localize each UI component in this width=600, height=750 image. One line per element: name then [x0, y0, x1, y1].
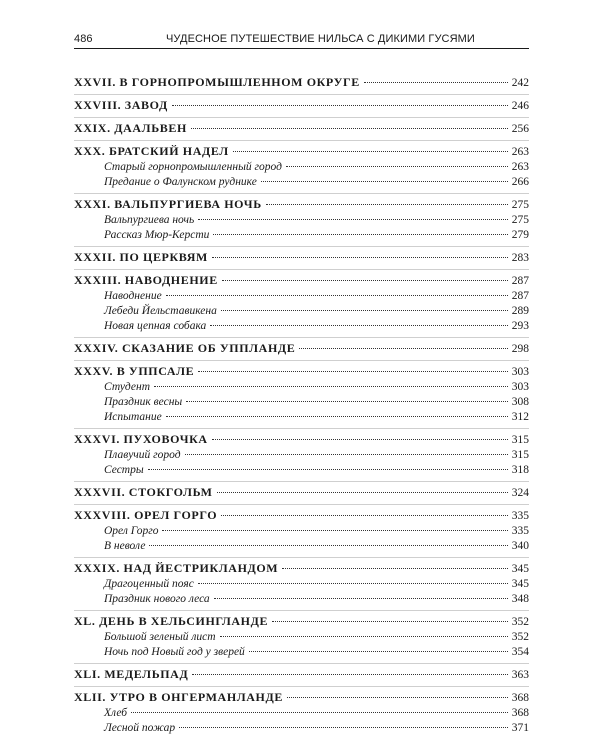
chapter-row[interactable] [74, 613, 529, 630]
chapter-row[interactable] [74, 249, 529, 266]
chapter-title: XXXI. ВАЛЬПУРГИЕВА НОЧЬ [74, 197, 262, 211]
section-page-number: 352 [511, 631, 529, 643]
toc-chapter [74, 558, 529, 611]
dot-leader [192, 674, 507, 675]
chapter-page-number: 368 [511, 692, 529, 704]
toc-chapter [74, 361, 529, 429]
chapter-title: XXXIX. НАД ЙЕСТРИКЛАНДОМ [74, 561, 279, 575]
page-number: 486 [74, 33, 93, 45]
dot-leader [213, 234, 507, 235]
chapter-title: XXX. БРАТСКИЙ НАДЕЛ [74, 144, 229, 158]
section-row[interactable] [74, 448, 529, 463]
section-title: Рассказ Мюр-Керсти [104, 229, 210, 241]
section-page-number: 312 [511, 411, 529, 423]
toc-chapter [74, 338, 529, 361]
section-title: Сестры [104, 464, 144, 476]
section-title: Плавучий город [104, 449, 181, 461]
chapter-row[interactable] [74, 666, 529, 683]
section-row[interactable] [74, 213, 529, 228]
section-row[interactable] [74, 289, 529, 304]
chapter-row[interactable] [74, 196, 529, 213]
chapter-page-number: 242 [511, 77, 529, 89]
dot-leader [282, 568, 508, 569]
chapter-row[interactable] [74, 431, 529, 448]
dot-leader [222, 280, 508, 281]
dot-leader [166, 295, 508, 296]
dot-leader [179, 727, 508, 728]
section-page-number: 335 [511, 525, 529, 537]
chapter-page-number: 303 [511, 366, 529, 378]
dot-leader [186, 401, 508, 402]
chapter-title: XXXIV. СКАЗАНИЕ ОБ УППЛАНДЕ [74, 341, 296, 355]
toc-chapter [74, 118, 529, 141]
dot-leader [166, 416, 508, 417]
dot-leader [261, 181, 508, 182]
chapter-page-number: 345 [511, 563, 529, 575]
section-title: Новая цепная собака [104, 320, 207, 332]
chapter-row[interactable] [74, 120, 529, 137]
dot-leader [198, 219, 508, 220]
dot-leader [210, 325, 507, 326]
section-row[interactable] [74, 463, 529, 478]
section-page-number: 287 [511, 290, 529, 302]
dot-leader [221, 310, 508, 311]
toc-chapter [74, 505, 529, 558]
dot-leader [220, 636, 508, 637]
chapter-page-number: 298 [511, 343, 529, 355]
chapter-title: XXVII. В ГОРНОПРОМЫШЛЕННОМ ОКРУГЕ [74, 75, 360, 89]
section-page-number: 308 [511, 396, 529, 408]
section-page-number: 303 [511, 381, 529, 393]
chapter-title: XLII. УТРО В ОНГЕРМАНЛАНДЕ [74, 690, 283, 704]
section-title: Большой зеленый лист [104, 631, 216, 643]
section-row[interactable] [74, 630, 529, 645]
chapter-row[interactable] [74, 507, 529, 524]
dot-leader [149, 545, 507, 546]
chapter-page-number: 363 [511, 669, 529, 681]
chapter-row[interactable] [74, 272, 529, 289]
section-row[interactable] [74, 524, 529, 539]
dot-leader [148, 469, 508, 470]
toc-chapter [74, 429, 529, 482]
header-rule [74, 48, 529, 49]
chapter-row[interactable] [74, 340, 529, 357]
chapter-title: XXVIII. ЗАВОД [74, 98, 168, 112]
chapter-page-number: 315 [511, 434, 529, 446]
chapter-page-number: 246 [511, 100, 529, 112]
section-row[interactable] [74, 645, 529, 660]
dot-leader [212, 257, 508, 258]
section-page-number: 315 [511, 449, 529, 461]
section-title: Праздник нового леса [104, 593, 210, 605]
table-of-contents [74, 72, 529, 739]
chapter-title: XXXVIII. ОРЕЛ ГОРГО [74, 508, 218, 522]
toc-chapter [74, 194, 529, 247]
section-row[interactable] [74, 304, 529, 319]
section-title: Драгоценный пояс [104, 578, 194, 590]
chapter-title: XXIX. ДААЛЬВЕН [74, 121, 187, 135]
chapter-row[interactable] [74, 689, 529, 706]
toc-chapter [74, 687, 529, 739]
chapter-page-number: 283 [511, 252, 529, 264]
section-page-number: 266 [511, 176, 529, 188]
chapter-page-number: 263 [511, 146, 529, 158]
dot-leader [299, 348, 507, 349]
section-title: Студент [104, 381, 150, 393]
section-page-number: 348 [511, 593, 529, 605]
chapter-page-number: 287 [511, 275, 529, 287]
dot-leader [266, 204, 508, 205]
section-title: Ночь под Новый год у зверей [104, 646, 245, 658]
toc-chapter [74, 270, 529, 338]
dot-leader [191, 128, 508, 129]
book-title: ЧУДЕСНОЕ ПУТЕШЕСТВИЕ НИЛЬСА С ДИКИМИ ГУСЯМИ [166, 33, 475, 45]
section-row[interactable] [74, 706, 529, 721]
dot-leader [364, 82, 508, 83]
dot-leader [214, 598, 508, 599]
section-page-number: 340 [511, 540, 529, 552]
dot-leader [198, 371, 507, 372]
toc-chapter [74, 247, 529, 270]
dot-leader [154, 386, 508, 387]
chapter-row[interactable] [74, 97, 529, 114]
dot-leader [233, 151, 508, 152]
chapter-title: XXXVII. СТОКГОЛЬМ [74, 485, 213, 499]
section-row[interactable] [74, 175, 529, 190]
section-row[interactable] [74, 721, 529, 736]
section-row[interactable] [74, 395, 529, 410]
toc-chapter [74, 141, 529, 194]
dot-leader [221, 515, 508, 516]
section-page-number: 345 [511, 578, 529, 590]
dot-leader [212, 439, 508, 440]
section-row[interactable] [74, 539, 529, 554]
section-title: Лебеди Йельставикена [104, 305, 217, 317]
toc-chapter [74, 72, 529, 95]
chapter-page-number: 275 [511, 199, 529, 211]
section-row[interactable] [74, 319, 529, 334]
section-row[interactable] [74, 160, 529, 175]
section-row[interactable] [74, 592, 529, 607]
chapter-row[interactable] [74, 363, 529, 380]
section-page-number: 289 [511, 305, 529, 317]
dot-leader [131, 712, 508, 713]
dot-leader [172, 105, 508, 106]
section-page-number: 354 [511, 646, 529, 658]
section-title: Наводнение [104, 290, 162, 302]
chapter-page-number: 335 [511, 510, 529, 522]
section-row[interactable] [74, 577, 529, 592]
chapter-title: XXXV. В УППСАЛЕ [74, 364, 195, 378]
section-title: Вальпургиева ночь [104, 214, 195, 226]
section-page-number: 279 [511, 229, 529, 241]
section-page-number: 368 [511, 707, 529, 719]
dot-leader [162, 530, 507, 531]
section-title: Хлеб [104, 707, 128, 719]
section-title: Праздник весны [104, 396, 183, 408]
dot-leader [185, 454, 508, 455]
section-page-number: 275 [511, 214, 529, 226]
chapter-row[interactable] [74, 484, 529, 501]
section-row[interactable] [74, 410, 529, 425]
toc-chapter [74, 95, 529, 118]
chapter-page-number: 352 [511, 616, 529, 628]
dot-leader [217, 492, 508, 493]
section-title: В неволе [104, 540, 146, 552]
chapter-title: XL. ДЕНЬ В ХЕЛЬСИНГЛАНДЕ [74, 614, 269, 628]
dot-leader [286, 166, 508, 167]
toc-chapter [74, 611, 529, 664]
toc-chapter [74, 664, 529, 687]
dot-leader [249, 651, 508, 652]
chapter-row[interactable] [74, 74, 529, 91]
chapter-page-number: 324 [511, 487, 529, 499]
section-page-number: 318 [511, 464, 529, 476]
chapter-row[interactable] [74, 560, 529, 577]
chapter-title: XXXIII. НАВОДНЕНИЕ [74, 273, 218, 287]
section-title: Лесной пожар [104, 722, 176, 734]
section-title: Испытание [104, 411, 162, 423]
chapter-title: XXXVI. ПУХОВОЧКА [74, 432, 208, 446]
section-title: Предание о Фалунском руднике [104, 176, 257, 188]
section-page-number: 293 [511, 320, 529, 332]
chapter-title: XLI. МЕДЕЛЬПАД [74, 667, 189, 681]
chapter-row[interactable] [74, 143, 529, 160]
section-row[interactable] [74, 380, 529, 395]
dot-leader [198, 583, 508, 584]
section-title: Старый горнопромышленный город [104, 161, 282, 173]
toc-chapter [74, 482, 529, 505]
dot-leader [287, 697, 508, 698]
section-page-number: 371 [511, 722, 529, 734]
dot-leader [272, 621, 508, 622]
section-row[interactable] [74, 228, 529, 243]
chapter-title: XXXII. ПО ЦЕРКВЯМ [74, 250, 208, 264]
section-title: Орел Горго [104, 525, 159, 537]
section-page-number: 263 [511, 161, 529, 173]
chapter-page-number: 256 [511, 123, 529, 135]
